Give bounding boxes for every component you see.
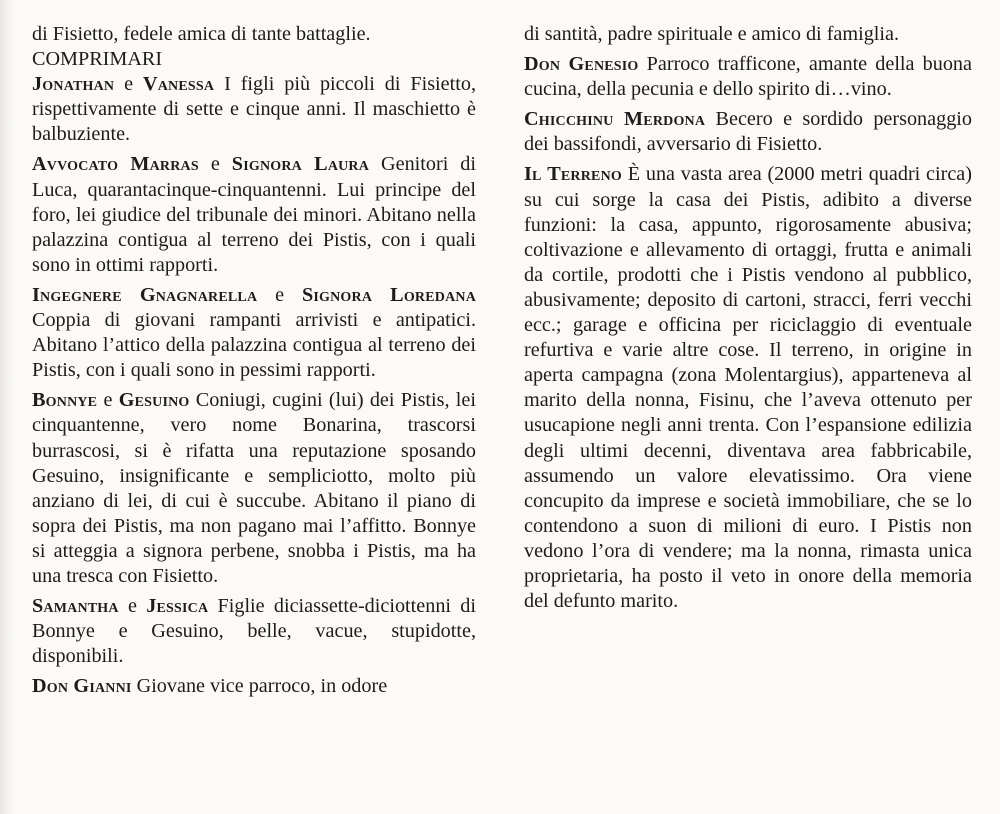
name-connector: e <box>257 283 302 306</box>
character-name: Don Gianni <box>32 675 132 698</box>
character-entry <box>524 107 972 157</box>
right-column <box>524 22 972 619</box>
left-column <box>32 22 476 704</box>
character-description: Parroco trafficone, amante della buona cucina, della pecunia e dello spirito di…vino. <box>524 53 972 101</box>
character-name: Jessica <box>146 595 209 618</box>
setting-description: È una vasta area (2000 metri quadri circa) su cui sorge la casa dei Pistis, adibito a diverse funzioni: la casa, appunto, rigorosamente abusiva; coltivazione e allevamento di ortaggi, frutta e animali da cortile, prodotti che i Pistis vendono al pubblico, abusivamente; deposito di cartoni, stracci, ferri vecchi ecc.; garage e officina per riciclaggio di eventuale refurtiva e varie altre cose. Il terreno, in origine in aperta campagna (zona Molentargius), apparteneva al marito della nonna, Fisinu, che l’aveva ottenuto per usucapione negli anni trenta. Con l’espansione edilizia degli ultimi decenni, diventava area fabbricabile, assumendo un valore elevatissimo. Ora viene concupito da imprese e società immobiliare, che se lo contendono a suon di milioni di euro. I Pistis non vedono l’ora di vendere; ma la nonna, rimasta unica proprietaria, ha posto il veto in onore della memoria del defunto marito. <box>524 163 972 613</box>
character-name: Avvocato Marras <box>32 153 199 176</box>
character-name: Vanessa <box>142 73 215 96</box>
character-entry <box>524 52 972 102</box>
character-entry <box>32 388 476 589</box>
page-edge-shadow <box>0 0 14 814</box>
character-name: Ingegnere Gnagnarella <box>32 283 258 306</box>
name-connector: e <box>114 73 143 96</box>
character-entry <box>32 152 476 277</box>
character-name: Signora Loredana <box>301 283 477 306</box>
name-connector: e <box>198 153 232 176</box>
character-description: Coppia di giovani rampanti arrivisti e antipatici. Abitano l’attico della palazzina contigua al terreno dei Pistis, con i quali sono in pessimi rapporti. <box>32 309 476 382</box>
character-name: Gesuino <box>118 389 190 412</box>
name-connector: e <box>118 595 147 618</box>
character-name: Chicchinu Merdona <box>524 108 706 131</box>
character-entry <box>32 674 476 699</box>
character-description: I figli più piccoli di Fisietto, rispettivamente di sette e cinque anni. Il maschietto è balbuziente. <box>32 73 476 146</box>
character-description: Giovane vice parroco, in odore <box>131 675 388 698</box>
name-connector: e <box>97 389 119 412</box>
intro-line: di Fisietto, fedele amica di tante battaglie. <box>32 23 371 45</box>
character-name: Don Genesio <box>524 53 639 76</box>
character-entry <box>32 283 476 383</box>
section-heading: COMPRIMARI <box>32 48 163 71</box>
continuation-text: di santità, padre spirituale e amico di famiglia. <box>524 23 900 45</box>
character-description: Coniugi, cugini (lui) dei Pistis, lei cinquantenne, vero nome Bonarina, trascorsi burrascosi, si è rifatta una reputazione sposando Gesuino, insignificante e sempliciotto, molto più anziano di lei, di cui è succube. Abitano il piano di sopra dei Pistis, ma non pagano mai l’affitto. Bonnye si atteggia a signora perbene, snobba i Pistis, ma ha una tresca con Fisietto. <box>32 389 476 587</box>
character-description: Becero e sordido personaggio dei bassifondi, avversario di Fisietto. <box>524 108 972 156</box>
character-name: Signora Laura <box>231 153 370 176</box>
character-name: Jonathan <box>32 73 115 96</box>
character-description: Figlie diciassette-diciottenni di Bonnye e Gesuino, belle, vacue, stupidotte, disponibili. <box>32 595 476 668</box>
character-name: Bonnye <box>32 389 98 412</box>
character-entry <box>32 72 476 147</box>
character-entry <box>32 594 476 669</box>
setting-name: Il Terreno <box>524 163 622 186</box>
setting-entry <box>524 162 972 614</box>
character-name: Samantha <box>32 595 119 618</box>
character-description: Genitori di Luca, quarantacinque-cinquantenni. Lui principe del foro, lei giudice del tribunale dei minori. Abitano nella palazzina contigua al terreno dei Pistis, con i quali sono in ottimi rapporti. <box>32 153 477 276</box>
